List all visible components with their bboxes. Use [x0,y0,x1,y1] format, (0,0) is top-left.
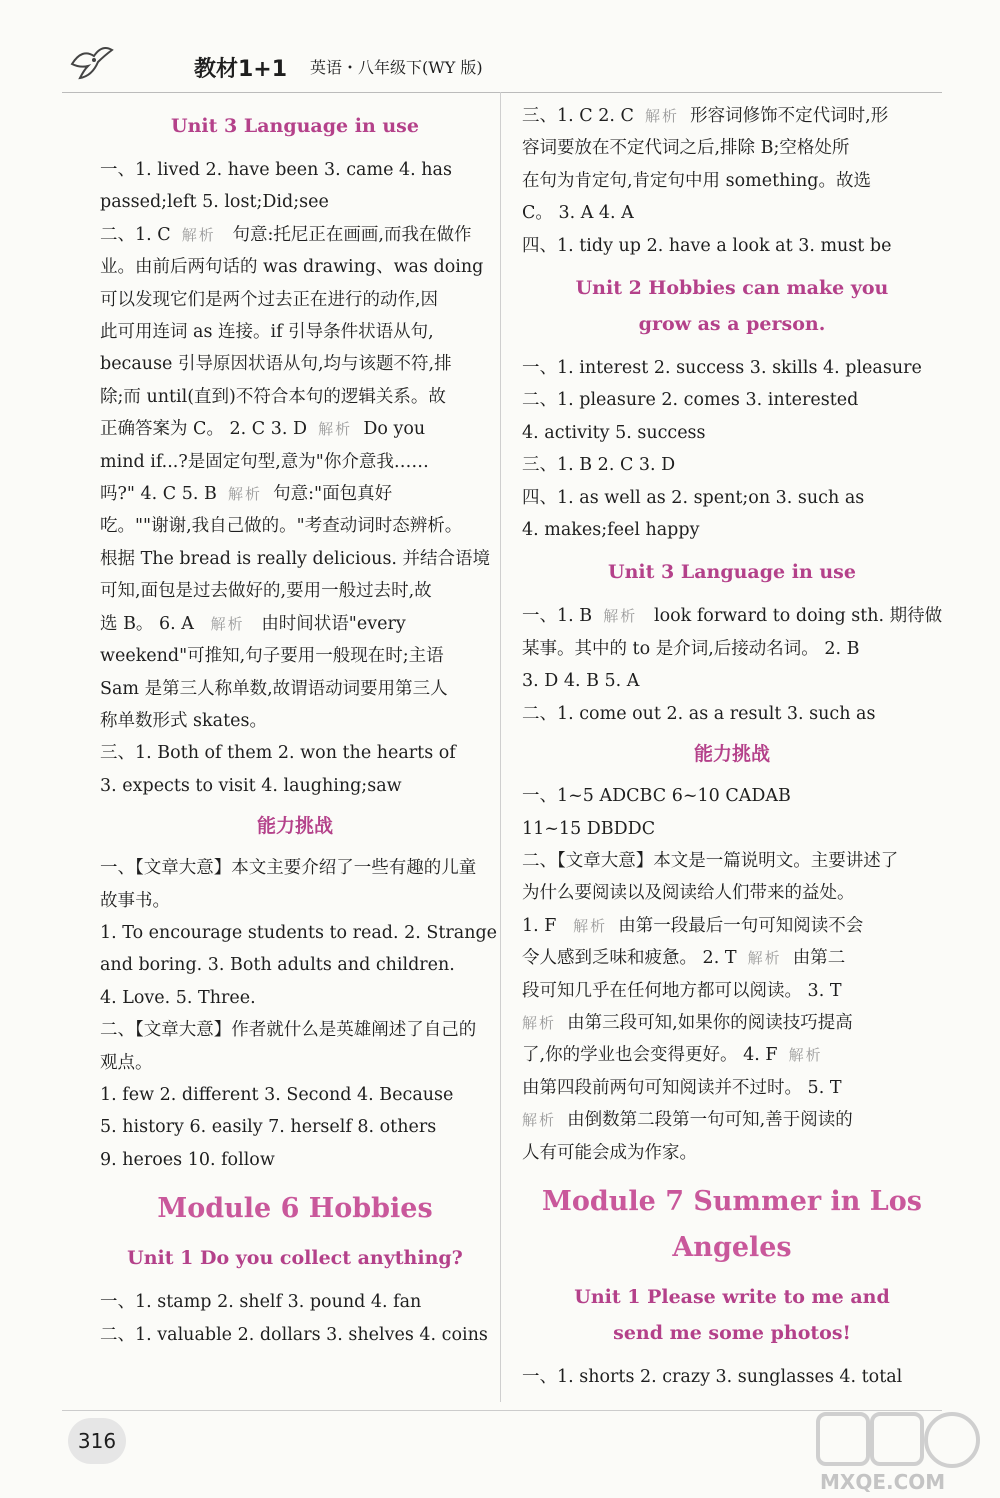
analysis-mark: 解析 [603,607,638,626]
answer-line: 称单数形式 skates。 [100,710,267,731]
answer-line: 4. Love. 5. Three. [100,987,256,1008]
answer-line: 某事。其中的 to 是介词,后接动名词。 2. B [522,638,860,659]
answer-line: 在句为肯定句,肯定句中用 something。故选 [522,170,871,191]
answer-line: weekend"可推知,句子要用一般现在时;主语 [100,646,444,667]
answer-line: 二、1. valuable 2. dollars 3. shelves 4. coins [100,1324,488,1345]
answer-line: 一、【文章大意】本文主要介绍了一些有趣的儿童 [100,858,477,879]
answer-line: C。 3. A 4. A [522,203,634,224]
answer-line: 一、1. stamp 2. shelf 3. pound 4. fan [100,1292,422,1313]
module-heading: Module 7 Summer in Los Angeles [542,1185,922,1263]
answer-line: 根据 The bread is really delicious. 并结合语境 [100,548,491,569]
answer-text: 令人感到乏味和疲惫。 2. T [522,948,737,969]
answer-line [522,1039,942,1071]
unit-heading: Unit 1 Do you collect anything? [127,1247,463,1270]
answer-text: 句意:"面包真好 [273,484,393,505]
answer-line [100,478,490,510]
answer-line: 段可知几乎在任何地方都可以阅读。 3. T [522,980,842,1001]
answer-line: 为什么要阅读以及阅读给人们带来的益处。 [522,883,855,904]
answer-line [100,608,490,640]
answer-line: 9. heroes 10. follow [100,1149,275,1170]
answer-line: 一、1. interest 2. success 3. skills 4. pleasure [522,358,922,379]
answer-line: passed;left 5. lost;Did;see [100,192,329,213]
answer-text: 句意:托尼正在画画,而我在做作 [232,224,472,245]
answer-line: 三、1. Both of them 2. won the hearts of [100,743,456,764]
answer-line [522,1007,942,1039]
answer-line: 4. activity 5. success [522,422,706,443]
analysis-mark: 解析 [522,1111,557,1130]
answer-line [522,100,942,132]
column-divider [500,92,501,1402]
right-column [522,100,942,1393]
answer-line: 人有可能会成为作家。 [522,1142,697,1163]
answer-line: 11~15 DBDDC [522,818,656,839]
analysis-mark: 解析 [747,949,782,968]
answer-line: 4. makes;feel happy [522,520,700,541]
watermark-text: MXQE.COM [820,1470,946,1494]
answer-line: 一、1. shorts 2. crazy 3. sunglasses 4. total [522,1366,903,1387]
unit-heading: Unit 2 Hobbies can make you [575,277,889,300]
answer-line: 容词要放在不定代词之后,排除 B;空格处所 [522,138,850,159]
answer-line: 故事书。 [100,890,170,911]
answer-text: 了,你的学业也会变得更好。 4. F [522,1045,778,1066]
book-title: 教材1+1 [194,57,288,82]
answer-text: 二、1. C [100,224,171,245]
answer-line [522,942,942,974]
answer-line: mind if...?是固定句型,意为"你介意我…… [100,451,429,472]
answer-text: 由第三段可知,如果你的阅读技巧提高 [567,1012,853,1033]
analysis-mark: 解析 [573,916,608,935]
header-divider [62,92,942,93]
answer-line: 一、1~5 ADCBC 6~10 CADAB [522,786,791,807]
answer-line: 3. D 4. B 5. A [522,671,640,692]
answer-text: 由第一段最后一句可知阅读不会 [618,915,864,936]
analysis-mark: 解析 [645,107,680,125]
answer-text: 一、1. B [522,606,593,627]
answer-line: 1. To encourage students to read. 2. Strange [100,922,498,943]
answer-line: 一、1. lived 2. have been 3. came 4. has [100,160,452,180]
unit-heading: Unit 3 Language in use [171,115,419,137]
page-header [62,40,962,90]
analysis-mark: 解析 [210,614,245,633]
answer-line: 二、【文章大意】作者就什么是英雄阐述了自己的 [100,1020,477,1041]
answer-line: 除;而 until(直到)不符合本句的逻辑关系。故 [100,386,446,407]
answer-line: 业。由前后两句话的 was drawing、was doing [100,257,484,278]
unit-heading: Unit 3 Language in use [608,561,856,584]
analysis-mark: 解析 [522,1013,557,1032]
book-subject: 英语・八年级下(WY 版) [310,58,483,77]
answer-text: 1. F [522,915,557,936]
answer-line: because 引导原因状语从句,均与该题不符,排 [100,354,452,375]
answer-line: 二、1. come out 2. as a result 3. such as [522,703,876,724]
left-column [100,100,498,1351]
answer-text: 吗?" 4. C 5. B [100,484,217,505]
section-heading: 能力挑战 [256,815,333,838]
answer-line: 3. expects to visit 4. laughing;saw [100,775,402,796]
answer-line: 5. history 6. easily 7. herself 8. others [100,1117,437,1138]
answer-line: 四、1. as well as 2. spent;on 3. such as [522,487,865,508]
answer-line: 三、1. B 2. C 3. D [522,455,676,476]
answer-text: 正确答案为 C。 2. C 3. D [100,419,308,440]
section-heading: 能力挑战 [693,743,770,766]
answer-line: 二、【文章大意】本文是一篇说明文。主要讲述了 [522,850,899,871]
answer-line: 可以发现它们是两个过去正在进行的动作,因 [100,289,439,310]
flying-bird-logo-icon [68,42,116,82]
answer-text: Do you [363,419,426,440]
answer-line: 此可用连词 as 连接。if 引导条件状语从句, [100,322,434,343]
answer-line [100,413,490,445]
answer-line: 观点。 [100,1052,153,1073]
answer-line: 吃。""谢谢,我自己做的。"考查动词时态辨析。 [100,516,463,537]
answer-line: 由第四段前两句可知阅读并不过时。 5. T [522,1077,842,1098]
answer-text: 三、1. C 2. C [522,106,634,126]
answer-line: 四、1. tidy up 2. have a look at 3. must be [522,235,892,256]
page-number: 316 [68,1418,126,1464]
module-heading: Module 6 Hobbies [157,1193,433,1225]
answer-line [522,910,942,942]
answer-line: and boring. 3. Both adults and children. [100,955,455,976]
answer-line [522,1104,942,1136]
answer-line: 1. few 2. different 3. Second 4. Because [100,1084,454,1105]
answer-line: Sam 是第三人称单数,故谓语动词要用第三人 [100,678,448,699]
answer-text: 形容词修饰不定代词时,形 [690,106,889,126]
answer-text: 由倒数第二段第一句可知,善于阅读的 [567,1110,853,1131]
answer-text: look forward to doing sth. 期待做 [653,606,943,627]
answer-line [522,600,942,632]
footer-divider [62,1410,942,1411]
answer-line [100,219,490,251]
answer-text: 由时间状语"every [261,613,406,634]
answer-text: 由第二 [792,948,846,969]
answer-line: 可知,面包是过去做好的,要用一般过去时,故 [100,581,432,602]
unit-heading: Unit 1 Please write to me and [574,1285,890,1308]
answer-text: 选 B。 6. A [100,613,194,634]
analysis-mark: 解析 [181,225,216,244]
answer-line: 二、1. pleasure 2. comes 3. interested [522,390,859,411]
analysis-mark: 解析 [318,420,353,439]
analysis-mark: 解析 [788,1046,823,1065]
unit-heading-continued: grow as a person. [638,313,826,336]
unit-heading-continued: send me some photos! [613,1321,851,1344]
analysis-mark: 解析 [227,485,262,504]
